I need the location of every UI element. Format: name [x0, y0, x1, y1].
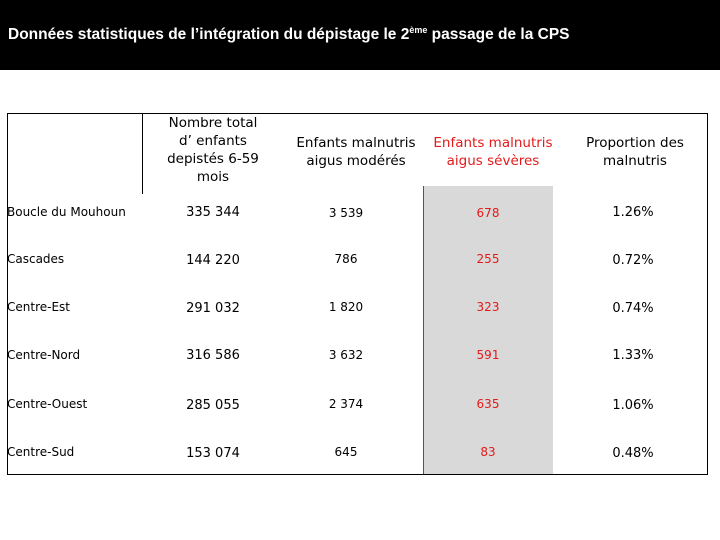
title-main: Données statistiques de l’intégration du dépistage le 2	[8, 26, 410, 43]
header-total-line-3: depistés 6-59	[167, 151, 259, 167]
cell-total-screened: 144 220	[186, 253, 240, 268]
header-proportion	[564, 134, 706, 170]
row-region-label: Centre-Est	[7, 300, 70, 314]
cell-severe: 323	[476, 300, 500, 314]
cell-severe: 255	[476, 252, 500, 266]
cell-severe: 83	[480, 445, 496, 459]
cell-proportion: 0.48%	[612, 446, 654, 461]
header-total-screened	[143, 114, 283, 186]
header-total-line-1: Nombre total	[168, 115, 258, 131]
cell-proportion: 0.72%	[612, 253, 654, 268]
header-total-line-2: d’ enfants	[179, 133, 247, 149]
cell-moderate: 645	[334, 445, 358, 459]
cell-proportion: 1.26%	[612, 205, 654, 220]
title-bar	[0, 0, 720, 70]
cell-total-screened: 335 344	[186, 205, 240, 220]
header-moderate-line-2: aigus modérés	[306, 153, 406, 169]
title-superscript: ème	[409, 25, 428, 35]
cell-total-screened: 285 055	[186, 398, 240, 413]
cell-severe: 591	[476, 348, 500, 362]
header-proportion-line-1: Proportion des	[586, 135, 684, 151]
cell-moderate: 2 374	[328, 397, 364, 411]
page-title	[8, 25, 570, 44]
cell-total-screened: 316 586	[186, 348, 240, 363]
title-tail: passage de la CPS	[427, 26, 570, 43]
cell-moderate: 3 632	[328, 348, 364, 362]
header-severe-line-2: aigus sévères	[446, 153, 540, 169]
table-corner-cell	[7, 113, 143, 194]
cell-moderate: 786	[334, 252, 358, 266]
cell-moderate: 3 539	[328, 206, 364, 220]
header-severe-line-1: Enfants malnutris	[433, 135, 553, 151]
cell-proportion: 1.06%	[612, 398, 654, 413]
row-region-label: Centre-Nord	[7, 348, 81, 362]
header-moderate-malnutrition	[284, 134, 428, 170]
cell-severe: 678	[476, 206, 500, 220]
row-region-label: Cascades	[7, 252, 65, 266]
cell-proportion: 0.74%	[612, 301, 654, 316]
row-region-label: Boucle du Mouhoun	[7, 205, 126, 219]
cell-severe: 635	[476, 397, 500, 411]
header-moderate-line-1: Enfants malnutris	[296, 135, 416, 151]
row-region-label: Centre-Sud	[7, 445, 75, 459]
cell-proportion: 1.33%	[612, 348, 654, 363]
header-severe-malnutrition	[422, 134, 564, 170]
cell-total-screened: 153 074	[186, 446, 240, 461]
header-proportion-line-2: malnutris	[603, 153, 667, 169]
cell-total-screened: 291 032	[186, 301, 240, 316]
row-region-label: Centre-Ouest	[7, 397, 88, 411]
header-total-line-4: mois	[196, 169, 230, 185]
cell-moderate: 1 820	[328, 300, 364, 314]
